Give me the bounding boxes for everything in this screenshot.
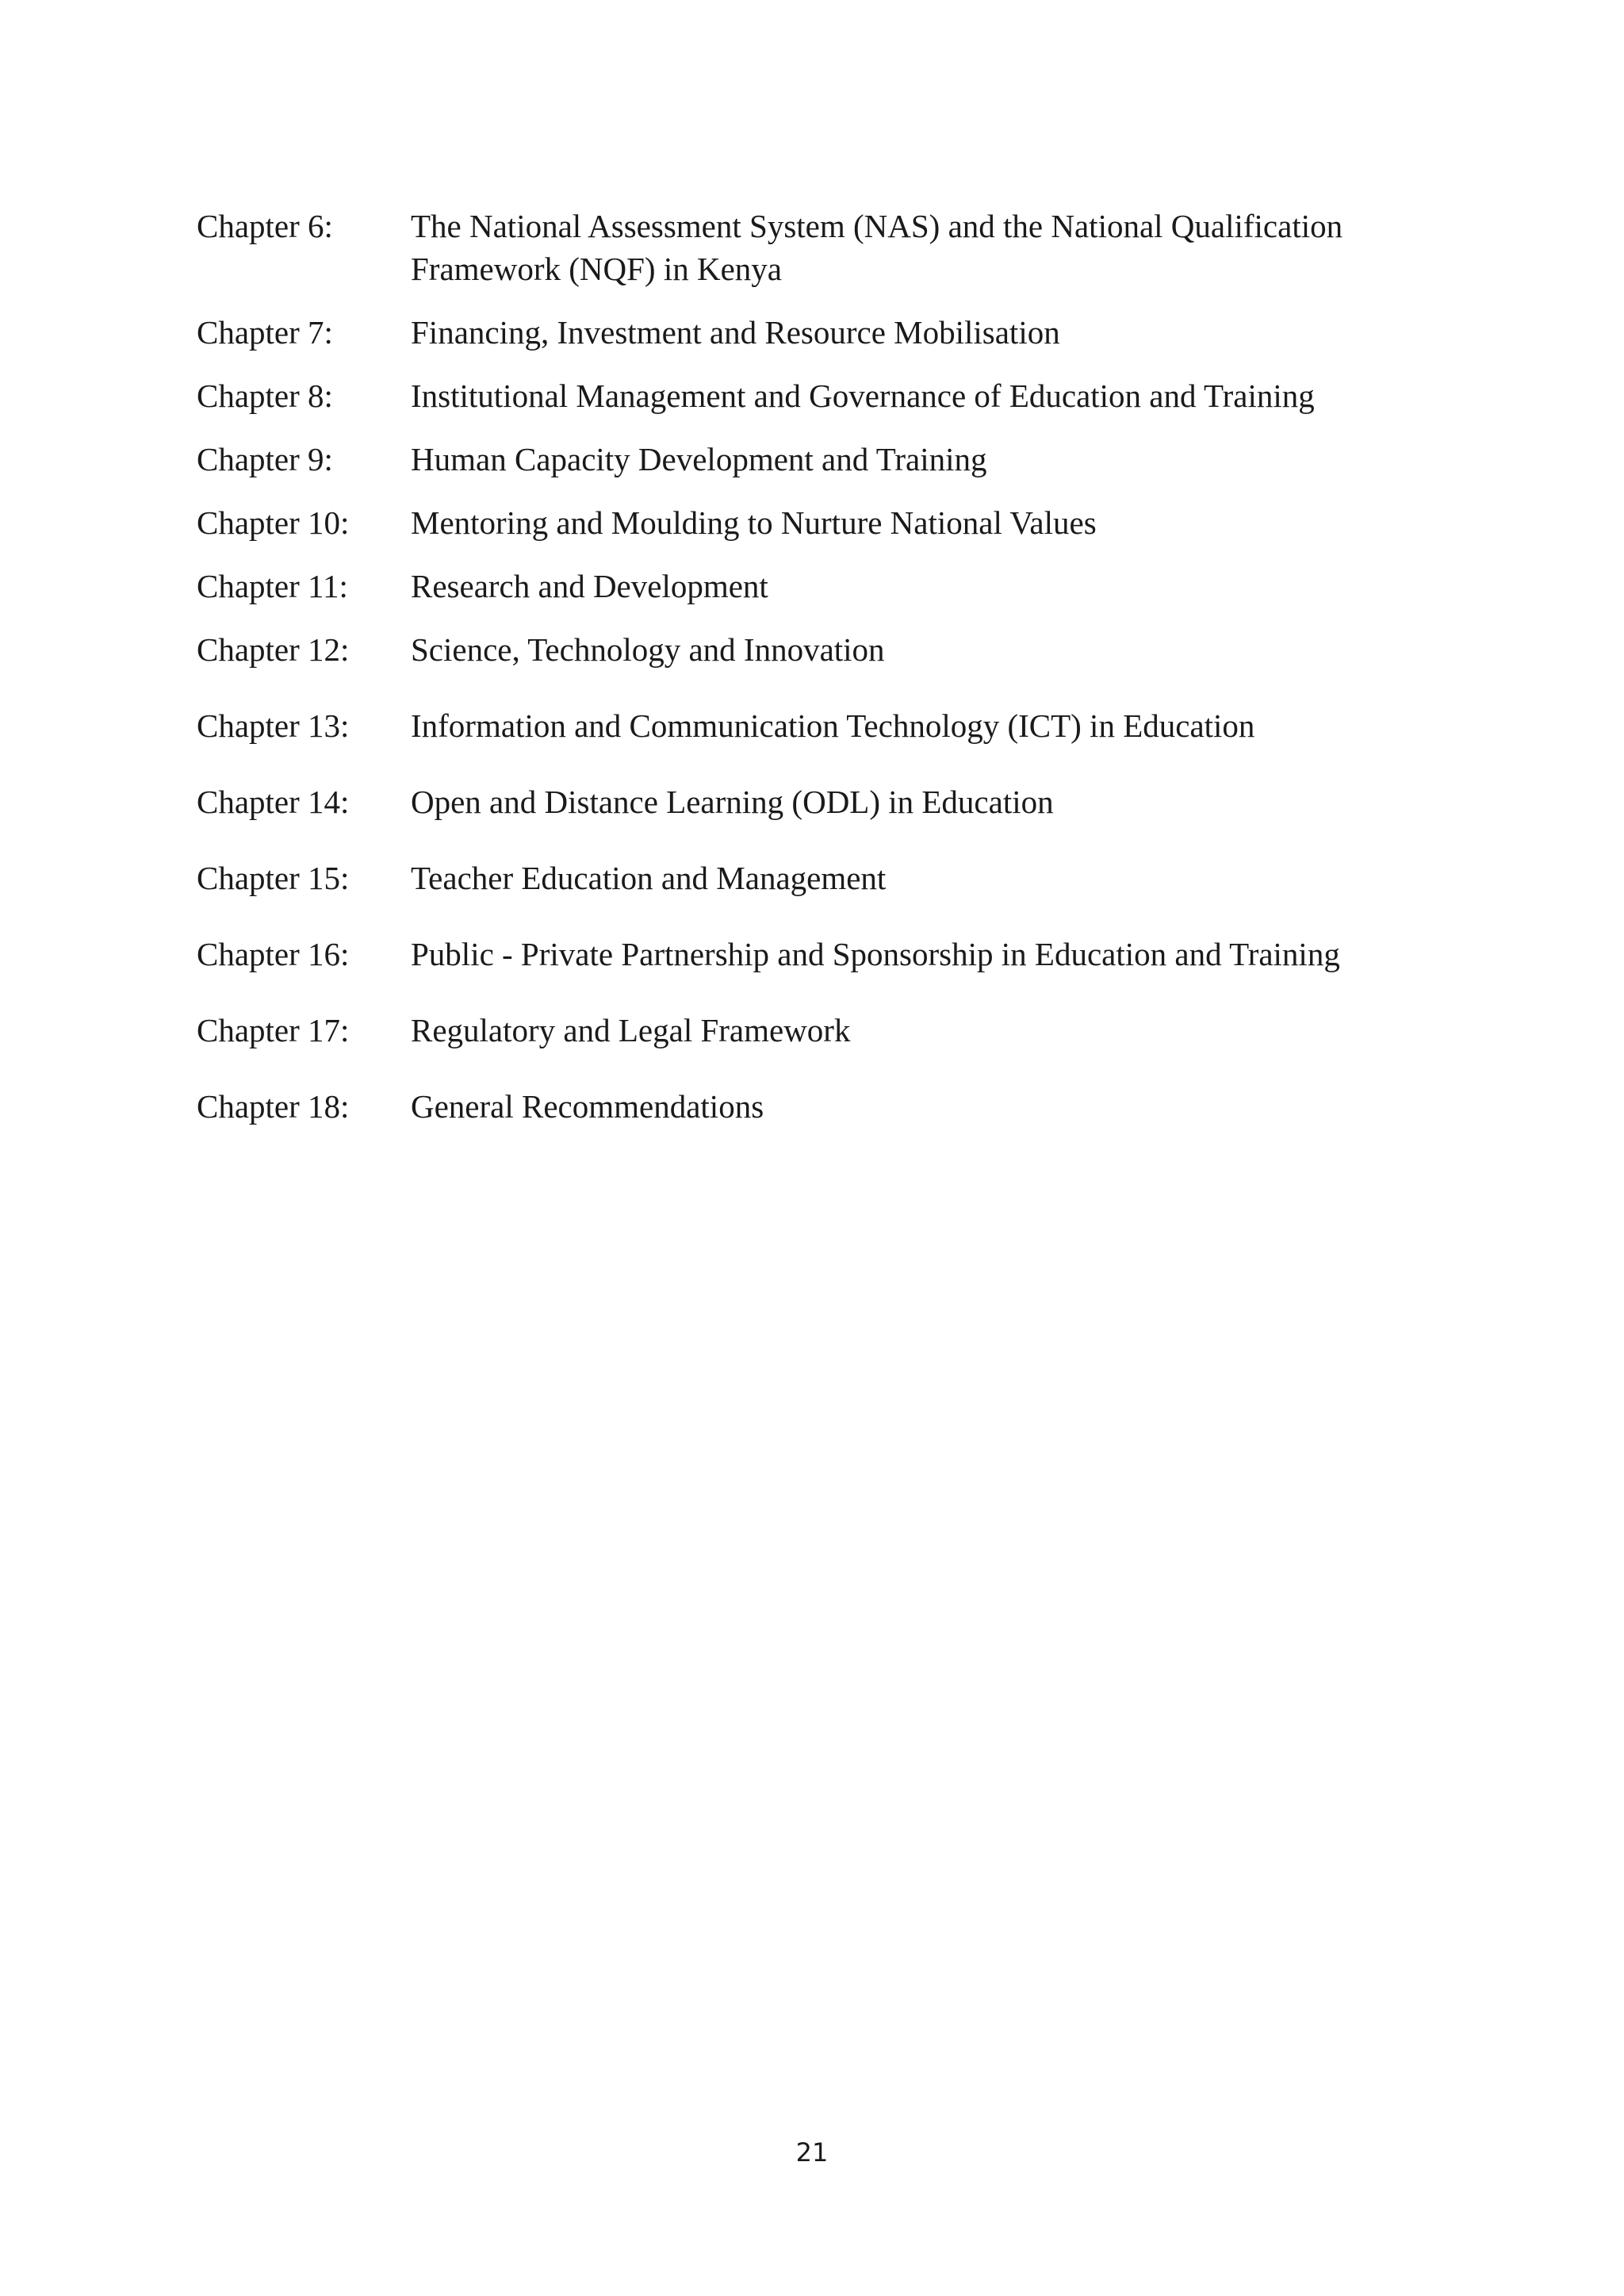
chapter-title: Mentoring and Moulding to Nurture National Values <box>411 504 1097 541</box>
chapter-row-18 <box>197 1085 1434 1128</box>
chapter-label: Chapter 7: <box>197 314 333 351</box>
chapter-row-12 <box>197 628 1434 671</box>
chapter-row-14 <box>197 780 1434 823</box>
chapter-title: Open and Distance Learning (ODL) in Education <box>411 784 1054 820</box>
chapter-row-10 <box>197 501 1434 544</box>
chapter-label: Chapter 12: <box>197 631 350 668</box>
chapter-row-13 <box>197 704 1434 747</box>
chapter-label: Chapter 6: <box>197 208 333 244</box>
chapter-row-7 <box>197 311 1434 354</box>
chapter-title: Information and Communication Technology (ICT) in Education <box>411 707 1255 744</box>
chapter-row-8 <box>197 374 1434 417</box>
chapter-label: Chapter 15: <box>197 860 350 896</box>
chapter-label: Chapter 17: <box>197 1012 350 1048</box>
chapter-title: The National Assessment System (NAS) and the National Qualification Framework (NQF) in Kenya <box>411 208 1343 287</box>
chapter-title: Institutional Management and Governance of Education and Training <box>411 378 1315 414</box>
chapter-label: Chapter 16: <box>197 936 350 972</box>
chapter-label: Chapter 14: <box>197 784 350 820</box>
chapter-label: Chapter 13: <box>197 707 350 744</box>
chapter-label: Chapter 9: <box>197 441 333 477</box>
chapter-row-15 <box>197 857 1434 899</box>
chapter-row-6 <box>197 205 1434 290</box>
chapter-label: Chapter 18: <box>197 1088 350 1125</box>
chapter-title: General Recommendations <box>411 1088 764 1125</box>
chapter-label: Chapter 8: <box>197 378 333 414</box>
chapter-title: Science, Technology and Innovation <box>411 631 885 668</box>
chapter-title: Financing, Investment and Resource Mobilisation <box>411 314 1060 351</box>
chapter-label: Chapter 10: <box>197 504 350 541</box>
chapter-row-9 <box>197 438 1434 481</box>
chapter-row-16 <box>197 933 1434 976</box>
chapter-title: Human Capacity Development and Training <box>411 441 987 477</box>
chapter-label: Chapter 11: <box>197 568 348 604</box>
chapter-title: Public - Private Partnership and Sponsorship in Education and Training <box>411 936 1340 972</box>
chapter-list <box>197 205 1434 1128</box>
chapter-title: Teacher Education and Management <box>411 860 887 896</box>
chapter-title: Regulatory and Legal Framework <box>411 1012 851 1048</box>
page-number: 21 <box>795 2137 829 2168</box>
chapter-row-11 <box>197 565 1434 608</box>
chapter-row-17 <box>197 1009 1434 1052</box>
chapter-title: Research and Development <box>411 568 768 604</box>
